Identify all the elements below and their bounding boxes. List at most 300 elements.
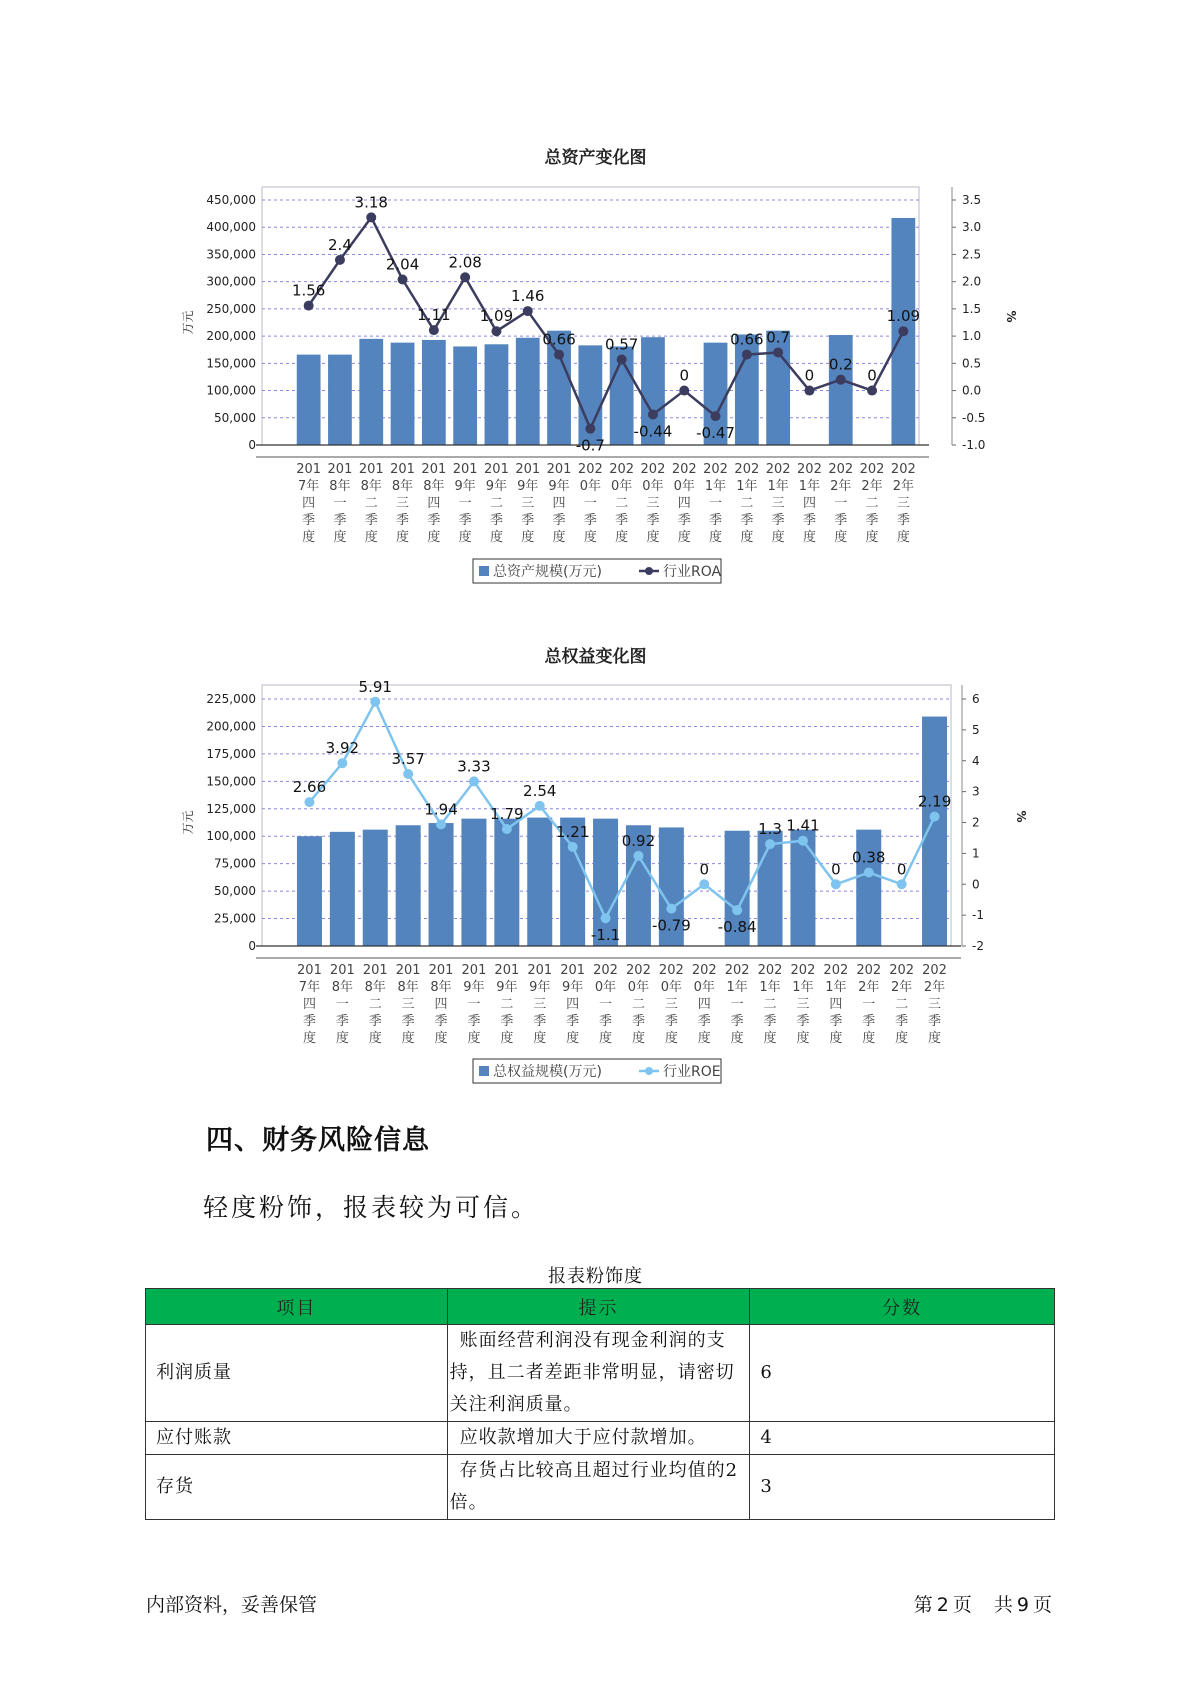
x-tick-label-part: 季: [302, 1014, 316, 1029]
y2-tick-label: -2: [972, 939, 984, 953]
x-tick-label: [659, 963, 684, 1046]
y-tick-label: 0: [248, 939, 256, 953]
data-label: -1.1: [590, 926, 621, 945]
line-point: [460, 272, 470, 282]
line-point: [403, 769, 413, 779]
x-tick-label-part: 季: [458, 513, 472, 528]
line-point: [765, 839, 775, 849]
x-tick-label: [692, 963, 717, 1046]
x-tick-label-part: 度: [740, 530, 754, 545]
x-tick-label-part: 季: [615, 513, 629, 528]
x-tick-label: [359, 462, 384, 545]
x-tick-label-part: 四: [829, 997, 843, 1012]
x-tick-label-part: 二: [615, 496, 629, 511]
x-tick-label-part: 9年: [517, 479, 539, 494]
x-tick-label-part: 202: [691, 963, 717, 978]
row-item: 应付账款: [146, 1422, 448, 1455]
data-label: 2.08: [448, 253, 482, 272]
x-tick-label-part: 三: [533, 997, 547, 1012]
x-tick-label: [725, 963, 750, 1046]
x-tick-label-part: 202: [890, 462, 916, 477]
x-tick-label: [494, 963, 519, 1046]
x-tick-label-part: 季: [709, 513, 723, 528]
x-tick-label: [462, 963, 487, 1046]
x-tick-label-part: 季: [740, 513, 754, 528]
x-tick-label-part: 度: [467, 1031, 481, 1046]
x-tick-label-part: 一: [709, 496, 723, 511]
y-tick-label: 225,000: [206, 692, 256, 706]
x-tick-label-part: 0年: [627, 980, 650, 995]
page-unit: 页: [952, 1594, 972, 1616]
x-tick-label: [453, 462, 478, 545]
x-tick-label: [703, 462, 728, 545]
y2-tick-label: 2: [972, 815, 980, 830]
x-tick-label-part: 2年: [861, 479, 883, 494]
line-point: [366, 212, 376, 222]
legend-line-label: 行业ROA: [663, 564, 722, 580]
data-label: -0.44: [633, 422, 673, 441]
x-tick-label-part: 8年: [397, 980, 419, 995]
x-tick-label-part: 7年: [298, 479, 320, 494]
data-label: 0.38: [852, 848, 886, 867]
x-tick-label-part: 201: [395, 963, 421, 978]
line-point: [337, 758, 347, 768]
line-point: [798, 836, 808, 846]
x-tick-label-part: 度: [763, 1031, 777, 1046]
x-tick-label-part: 2年: [830, 479, 852, 494]
x-tick-label-part: 二: [895, 997, 909, 1012]
x-tick-label-part: 二: [740, 496, 754, 511]
x-tick-label-part: 202: [823, 963, 849, 978]
y-tick-label: 200,000: [206, 719, 256, 734]
x-tick-label-part: 三: [796, 997, 810, 1012]
x-tick-label-part: 度: [895, 1031, 909, 1046]
page-prefix: 第: [913, 1594, 933, 1616]
row-score: 6: [750, 1325, 1055, 1422]
x-tick-label-part: 0年: [660, 980, 682, 995]
y-tick-label: 350,000: [206, 247, 256, 262]
x-tick-label-part: 度: [364, 530, 378, 545]
x-tick-label-part: 202: [790, 963, 816, 978]
bar: [363, 830, 388, 946]
y-tick-label: 300,000: [206, 274, 256, 289]
x-tick-label-part: 1年: [759, 980, 781, 995]
y2-tick-label: 1: [972, 846, 980, 861]
line-point: [633, 851, 643, 861]
data-label: 1.09: [479, 307, 514, 326]
x-tick-label: [593, 963, 618, 1046]
y-tick-label: 150,000: [206, 774, 256, 789]
x-tick-label-part: 0年: [579, 479, 601, 494]
x-tick-label-part: 度: [834, 530, 848, 545]
data-label: 2.04: [385, 255, 420, 274]
data-label: 2.4: [328, 235, 352, 254]
x-tick-label-part: 季: [677, 513, 691, 528]
x-tick-label: [734, 462, 759, 545]
y2-tick-label: 0.5: [962, 356, 982, 371]
x-tick-label-part: 1年: [792, 980, 814, 995]
x-tick-label: [527, 963, 552, 1046]
bar: [330, 832, 355, 946]
total-unit: 页: [1032, 1594, 1052, 1616]
x-tick-label-part: 202: [757, 963, 783, 978]
x-tick-label-part: 202: [703, 462, 728, 477]
x-tick-label-part: 四: [802, 496, 816, 511]
y2-tick-label: 5: [972, 722, 980, 737]
y2-tick-label: 0: [972, 877, 980, 892]
x-tick-label-part: 一: [834, 496, 848, 511]
x-tick-label-part: 季: [664, 1014, 678, 1029]
x-tick-label-part: 201: [296, 462, 322, 477]
line-point: [831, 879, 841, 889]
data-label: 1.3: [758, 820, 782, 839]
x-tick-label-part: 季: [771, 513, 785, 528]
y2-tick-label: -1: [972, 908, 984, 923]
line-point: [523, 306, 533, 316]
data-label: -0.7: [575, 436, 605, 455]
bar: [829, 335, 853, 445]
x-tick-label-part: 一: [730, 997, 744, 1012]
y-tick-label: 100,000: [206, 829, 256, 844]
x-tick-label-part: 季: [533, 1014, 547, 1029]
x-tick-label-part: 一: [458, 496, 472, 511]
data-label: 3.57: [391, 750, 425, 769]
x-tick-label-part: 四: [677, 496, 691, 511]
x-tick-label-part: 二: [763, 997, 777, 1012]
table-row: [146, 1422, 1055, 1455]
data-label: 0.7: [766, 328, 791, 347]
x-tick-label-part: 季: [865, 513, 879, 528]
x-tick-label-part: 1年: [704, 479, 727, 494]
data-label: -0.79: [651, 916, 691, 935]
x-tick-label: [922, 963, 947, 1046]
x-tick-label-part: 度: [796, 1031, 810, 1046]
x-tick-label-part: 2年: [892, 479, 914, 494]
data-label: 0: [679, 366, 690, 385]
x-tick-label-part: 8年: [423, 479, 445, 494]
x-tick-label-part: 202: [577, 462, 603, 477]
x-tick-label-part: 二: [631, 997, 645, 1012]
line-point: [617, 355, 627, 365]
x-tick-label-part: 度: [396, 530, 410, 545]
data-label: 0.92: [621, 831, 656, 850]
x-tick-label-part: 季: [521, 513, 535, 528]
y-tick-label: 250,000: [206, 301, 256, 316]
line-point: [335, 255, 345, 265]
y2-tick-label: 1.5: [962, 301, 982, 316]
x-tick-label: [296, 462, 321, 545]
data-label: 1.21: [555, 822, 590, 841]
x-tick-label: [791, 963, 816, 1046]
x-tick-label-part: 度: [697, 1031, 711, 1046]
row-score: 3: [750, 1455, 1055, 1520]
x-tick-label-part: 201: [461, 963, 487, 978]
bar: [391, 343, 415, 445]
x-tick-label-part: 四: [434, 997, 448, 1012]
x-tick-label-part: 度: [631, 1031, 645, 1046]
x-tick-label-part: 8年: [331, 980, 353, 995]
x-tick-label-part: 201: [546, 462, 572, 477]
x-tick-label: [515, 462, 540, 545]
line-point: [836, 375, 846, 385]
x-tick-label-part: 201: [327, 462, 353, 477]
chart-title-total-equity: 总权益变化图: [544, 647, 647, 667]
data-label: 1.79: [490, 804, 524, 823]
legend-line-marker: [645, 1067, 653, 1075]
y2-tick-label: 3: [972, 784, 980, 799]
x-tick-label-part: 季: [928, 1014, 942, 1029]
x-tick-label: [891, 462, 916, 545]
x-tick-label-part: 度: [434, 1031, 448, 1046]
legend: [473, 1059, 721, 1083]
x-tick-label-part: 一: [583, 496, 597, 511]
data-label: -0.47: [696, 424, 735, 443]
bar: [494, 819, 519, 946]
risk-summary: 轻度粉饰，报表较为可信。: [203, 1193, 540, 1222]
row-hint: 应收款增加大于应付款增加。: [447, 1422, 750, 1455]
data-label: 1.11: [417, 306, 451, 325]
data-label: 0.66: [542, 330, 576, 349]
x-tick-label: [860, 462, 885, 545]
y2-tick-label: 4: [972, 753, 980, 768]
row-hint: 账面经营利润没有现金利润的支持，且二者差距非常明显，请密切关注利润质量。: [447, 1325, 750, 1422]
x-tick-label-part: 202: [640, 462, 666, 477]
x-tick-label-part: 2年: [891, 980, 913, 995]
x-tick-label: [856, 963, 881, 1046]
y-tick-label: 100,000: [206, 383, 256, 398]
bar: [856, 830, 881, 946]
line-point: [304, 301, 314, 311]
x-tick-label-part: 度: [500, 1031, 514, 1046]
x-tick-label-part: 季: [583, 513, 597, 528]
x-tick-label-part: 度: [709, 530, 723, 545]
window-dressing-table: [145, 1288, 1055, 1520]
x-tick-label-part: 度: [730, 1031, 744, 1046]
x-tick-label-part: 1年: [767, 479, 789, 494]
x-tick-label-part: 季: [697, 1014, 711, 1029]
x-tick-label: [828, 462, 853, 545]
x-tick-label: [889, 963, 914, 1046]
legend-bar-label: 总权益规模(万元): [493, 1064, 602, 1080]
x-tick-label-part: 9年: [562, 980, 584, 995]
x-tick-label-part: 202: [922, 963, 947, 978]
y-tick-label: 150,000: [206, 356, 256, 371]
bar: [922, 717, 947, 946]
x-tick-label-part: 季: [333, 513, 347, 528]
x-tick-label-part: 201: [358, 462, 384, 477]
bar: [429, 823, 454, 946]
bar: [453, 346, 477, 445]
x-tick-label-part: 度: [489, 530, 503, 545]
x-tick-label-part: 三: [401, 997, 415, 1012]
x-tick-label-part: 季: [427, 513, 441, 528]
legend-bar-swatch: [479, 1066, 489, 1076]
x-tick-label-part: 季: [646, 513, 660, 528]
x-tick-label: [421, 462, 446, 545]
x-tick-label-part: 0年: [611, 479, 633, 494]
x-tick-label-part: 1年: [736, 479, 758, 494]
row-item: 利润质量: [146, 1325, 448, 1422]
x-tick-label-part: 季: [796, 1014, 810, 1029]
line-point: [804, 386, 814, 396]
x-tick-label-part: 9年: [496, 980, 518, 995]
x-tick-label-part: 季: [631, 1014, 645, 1029]
data-label: 0.66: [730, 330, 764, 349]
x-tick-label-part: 季: [467, 1014, 481, 1029]
line-point: [502, 824, 512, 834]
bar: [790, 830, 815, 946]
bar: [516, 338, 540, 445]
data-label: 0.2: [828, 355, 853, 374]
x-tick-label-part: 201: [329, 963, 355, 978]
data-label: 3.33: [457, 757, 491, 776]
x-tick-label-part: 8年: [364, 980, 386, 995]
line-point: [898, 326, 908, 336]
x-tick-label-part: 三: [664, 997, 678, 1012]
y-axis-label: 万元: [181, 310, 195, 335]
data-label: 2.19: [917, 792, 952, 811]
x-tick-label-part: 2年: [858, 980, 880, 995]
x-tick-label-part: 201: [560, 963, 586, 978]
x-tick-label: [626, 963, 651, 1046]
y2-axis-label: %: [1004, 310, 1018, 323]
x-tick-label-part: 度: [427, 530, 441, 545]
data-label: 0: [831, 860, 841, 879]
x-tick-label-part: 季: [896, 513, 910, 528]
total-equity-chart: [0, 675, 1191, 1095]
x-tick-label-part: 7年: [298, 980, 321, 995]
line-point: [867, 386, 877, 396]
x-tick-label-part: 9年: [529, 980, 551, 995]
line-point: [429, 325, 439, 335]
x-tick-label-part: 202: [859, 462, 885, 477]
x-tick-label-part: 度: [533, 1031, 547, 1046]
y2-tick-label: 2.0: [962, 274, 982, 289]
table-row: [146, 1325, 1055, 1422]
x-tick-label-part: 三: [896, 496, 910, 511]
x-tick-label-part: 201: [527, 963, 553, 978]
x-tick-label-part: 202: [626, 963, 651, 978]
y-tick-label: 175,000: [206, 746, 256, 761]
x-tick-label-part: 季: [552, 513, 566, 528]
line-point: [491, 326, 501, 336]
x-tick-label-part: 9年: [463, 980, 485, 995]
x-tick-label-part: 9年: [454, 479, 476, 494]
x-tick-label-part: 四: [302, 997, 316, 1012]
x-tick-label-part: 度: [583, 530, 597, 545]
x-tick-label: [363, 963, 388, 1046]
section-heading: 四、财务风险信息: [206, 1125, 430, 1156]
x-tick-label-part: 季: [599, 1014, 613, 1029]
page-number: 2: [936, 1594, 949, 1616]
footer-confidential: 内部资料，妥善保管: [146, 1594, 318, 1616]
header-hint: 提示: [447, 1289, 750, 1325]
x-tick-label: [328, 462, 353, 545]
y-tick-label: 200,000: [206, 329, 256, 344]
x-tick-label-part: 度: [599, 1031, 613, 1046]
x-tick-label: [330, 963, 355, 1046]
data-label: 5.91: [358, 677, 392, 696]
x-tick-label-part: 二: [865, 496, 879, 511]
y-tick-label: 450,000: [206, 193, 256, 207]
bar: [461, 819, 486, 946]
table-row: [146, 1455, 1055, 1520]
x-tick-label-part: 季: [434, 1014, 448, 1029]
x-tick-label-part: 度: [335, 1031, 349, 1046]
x-tick-label-part: 季: [862, 1014, 876, 1029]
x-tick-label: [396, 963, 421, 1046]
x-tick-label-part: 季: [834, 513, 848, 528]
x-tick-label-part: 度: [333, 530, 347, 545]
bar: [297, 355, 321, 445]
y-tick-label: 125,000: [206, 801, 256, 816]
x-tick-label-part: 1年: [798, 479, 821, 494]
x-tick-label-part: 0年: [642, 479, 664, 494]
bar: [396, 825, 421, 946]
x-tick-label-part: 二: [489, 496, 503, 511]
x-tick-label-part: 202: [797, 462, 822, 477]
x-tick-label-part: 201: [297, 963, 322, 978]
y2-tick-label: 2.5: [962, 247, 982, 262]
x-tick-label-part: 度: [615, 530, 629, 545]
x-tick-label-part: 度: [928, 1031, 942, 1046]
bar: [527, 818, 552, 946]
x-tick-label-part: 202: [671, 462, 697, 477]
row-item: 存货: [146, 1455, 448, 1520]
x-tick-label-part: 度: [771, 530, 785, 545]
table-caption: 报表粉饰度: [548, 1266, 643, 1287]
y-tick-label: 25,000: [214, 911, 256, 926]
data-label: 0: [804, 366, 815, 385]
bar: [328, 355, 352, 445]
x-tick-label-part: 度: [302, 1031, 316, 1046]
x-tick-label-part: 度: [646, 530, 660, 545]
x-tick-label-part: 一: [335, 997, 349, 1012]
line-point: [732, 905, 742, 915]
x-tick-label-part: 一: [333, 496, 347, 511]
x-tick-label: [797, 462, 822, 545]
y2-tick-label: 6: [972, 692, 980, 706]
line-point: [679, 386, 689, 396]
x-tick-label-part: 一: [599, 997, 613, 1012]
x-tick-label-part: 9年: [548, 479, 570, 494]
y-tick-label: 75,000: [214, 856, 256, 871]
x-tick-label-part: 季: [335, 1014, 349, 1029]
y-tick-label: 400,000: [206, 220, 256, 235]
line-point: [601, 913, 611, 923]
line-point: [568, 842, 578, 852]
line-point: [666, 904, 676, 914]
x-tick-label-part: 度: [458, 530, 472, 545]
line-point: [648, 410, 658, 420]
data-label: 1.56: [291, 281, 326, 300]
line-point: [436, 819, 446, 829]
x-tick-label-part: 201: [494, 963, 520, 978]
y2-tick-label: 0.0: [962, 383, 982, 398]
x-tick-label-part: 202: [609, 462, 635, 477]
x-tick-label-part: 8年: [430, 980, 452, 995]
x-tick-label-part: 一: [467, 997, 481, 1012]
bar: [485, 344, 509, 445]
x-tick-label-part: 一: [862, 997, 876, 1012]
footer-page-info: [912, 1590, 1054, 1617]
x-tick-label-part: 季: [368, 1014, 382, 1029]
data-label: 1.94: [424, 800, 458, 819]
data-label: 3.18: [354, 193, 388, 212]
y-tick-label: 50,000: [214, 410, 256, 425]
x-tick-label-part: 度: [521, 530, 535, 545]
bar: [422, 340, 446, 445]
